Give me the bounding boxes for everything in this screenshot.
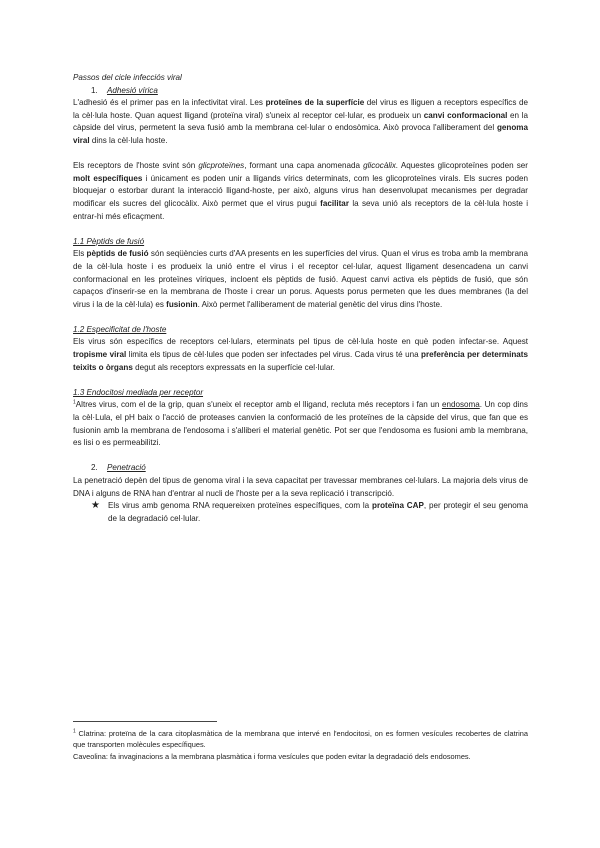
text-run: Aquestes glicoproteïnes poden ser: [398, 161, 528, 171]
text-run: L'adhesió és el primer pas en la infectivitat viral. Les: [73, 98, 266, 108]
bold-term: pèptids de fusió: [86, 249, 149, 259]
list-item: [91, 500, 528, 525]
text-run: dins la cèl·lula hoste.: [89, 135, 168, 145]
text-run: . Un cop dins la cèl·Lula, el pH baix o l'acció de proteases canvien la conformació de les proteïnes de la càpside del virus, que fan que es fusionin amb la membrana de l'endosoma i s'alliberi el material genètic. Pot ser que l'endosoma es fusioni amb la membrana, es lisi o es permeabilitzi.: [73, 400, 528, 448]
footnote-reference[interactable]: 1: [73, 399, 76, 406]
footnote-text: Clatrina: proteïna de la cara citoplasmàtica de la membrana que intervé en l'endocitosi, on es formen vesícules recobertes de clatrina que transporten molècules específiques.: [73, 729, 528, 750]
text-run: Els: [73, 249, 87, 259]
list-item-text: [108, 500, 528, 525]
text-run: limita els tipus de cèl·lules que poden ser infectades pel virus. Cada virus té una: [126, 350, 422, 360]
section-1-1-paragraph: [73, 248, 528, 311]
section-2-paragraph: La penetració depèn del tipus de genoma viral i la seva capacitat per travessar membranes cel·lulars. La majoria dels virus de DNA i alguns de RNA han d'entrar al nucli de l'hoste per a la seva replicació i transcripció.: [73, 476, 528, 498]
spacer: [73, 450, 528, 463]
page-title: Passos del cicle infecciós viral: [73, 73, 182, 82]
bold-term: canvi conformacional: [423, 110, 508, 120]
section-2-heading: [91, 462, 528, 475]
text-run: Els receptors de l'hoste svint són: [73, 161, 199, 171]
text-run: la seva unió als receptors de la cèl·lula hoste i entrar-hi més eficaçment.: [73, 198, 529, 221]
text-run: . Això permet l'alliberament de material genètic del virus dins l'hoste.: [197, 299, 443, 309]
section-1-2-heading: 1.2 Especificitat de l'hoste: [73, 324, 167, 334]
star-bullet-icon: ★: [91, 500, 100, 512]
section-2-number: 2.: [91, 463, 98, 473]
section-1-1-heading: 1.1 Pèptids de fusió: [73, 236, 145, 246]
text-run: en la càpside del virus, permetent la seva fusió amb la membrana cel·lular o endosòmica. Això provoca l'alliberament del: [73, 110, 528, 133]
footnote-mark: 1: [73, 728, 76, 735]
text-run: Els virus són específics de receptors cel·lulars, eterminats pel tipus de cèl·lula hoste en què poden infectar-se. Aquest: [73, 337, 528, 347]
bold-term: proteïnes de la superfície: [265, 98, 365, 108]
section-1-2-paragraph: [73, 336, 528, 374]
text-run: Els virus amb genoma RNA requereixen proteïnes específiques, com la: [108, 501, 373, 511]
italic-term: glicproteïnes: [198, 161, 245, 171]
text-run: del virus es lliguen a receptors específics de la cèl·lula hoste. Quan aquest lligand (proteïna viral) s'uneix al receptor cel·lular, es produeix un: [73, 98, 528, 120]
bold-term: genoma viral: [73, 123, 528, 145]
text-run: degut als receptors expressats en la superfície cel·lular.: [132, 362, 335, 372]
text-run: i únicament es poden unir a lligands vírics determinats, com les glicoproteïnes virals. Els sucres poden bloquejar o estorbar durant la interacció lligand-hoste, per això, alguns virus han desenvolupat mecanismes per degradar modificar els sucres del glicocàlix. Això permet que el virus pugui: [73, 173, 528, 208]
section-1-3-heading: 1.3 Endocitosi mediada per receptor: [73, 387, 204, 397]
bold-term: facilitar: [320, 198, 349, 208]
spacer: [73, 148, 528, 161]
text-run: , formant una capa anomenada: [244, 161, 364, 171]
bold-term: tropisme viral: [73, 350, 127, 360]
bold-term: fusionin: [166, 299, 198, 309]
section-1-paragraph-1: [73, 97, 528, 147]
footnote-1: [73, 728, 528, 751]
italic-term: glicocàlix.: [363, 161, 399, 171]
spacer: [73, 223, 528, 236]
underlined-term: endosoma: [441, 400, 480, 410]
section-1-paragraph-2: [73, 160, 528, 223]
document-body: [73, 72, 528, 525]
section-2-title: Penetració: [107, 463, 146, 473]
section-1-heading: [91, 85, 528, 98]
text-run: Altres virus, com el de la grip, quan s'uneix el receptor amb el lligand, recluta més receptors i fan un: [75, 400, 442, 410]
section-1-number: 1.: [91, 85, 98, 95]
section-1-title: Adhesió vírica: [107, 85, 158, 95]
footnote-divider: [73, 721, 217, 722]
spacer: [73, 374, 528, 387]
bold-term: molt específiques: [73, 173, 143, 183]
section-1-3-paragraph: [73, 399, 528, 449]
bold-term: proteïna CAP: [372, 501, 424, 511]
text-run: són seqüències curts d'AA presents en les superfícies del virus. Quan el virus es troba amb la membrana de la cèl·lula hoste i es produeix la unió entre el virus i el receptor cel·lular, aquest lligament desencadena un canvi conformacional en les proteïnes víriques, incloent els pèptids de fusió. Aquest canvi activa els pèptids de fusió, que són capaços d'inserir-se en la membrana de l'hoste i crear un porus. Aquests porus permeten que les dues membranes (la del virus i la de la cèl·lula) es: [73, 249, 528, 309]
footnotes: [73, 728, 528, 762]
bold-term: preferència per determinats teixits o òrgans: [73, 350, 528, 372]
spacer: [73, 311, 528, 324]
footnote-2: Caveolina: fa invaginacions a la membrana plasmàtica i forma vesícules que poden evitar la degradació dels endosomes.: [73, 751, 471, 761]
text-run: , per protegir el seu genoma de la degradació cel·lular.: [108, 501, 528, 523]
